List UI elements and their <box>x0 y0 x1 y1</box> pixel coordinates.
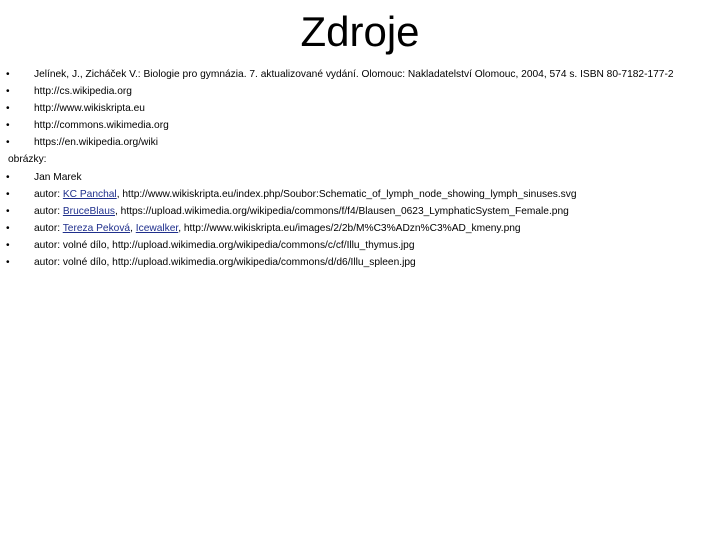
images-heading-row <box>6 151 718 168</box>
bullet-icon: • <box>6 239 10 251</box>
source-url: http://www.wikiskripta.eu <box>34 103 145 115</box>
image-credit <box>34 220 521 237</box>
list-item <box>6 83 718 100</box>
list-item <box>6 169 718 186</box>
credit-prefix: autor: <box>34 222 63 234</box>
list-item <box>6 203 718 220</box>
bullet-icon: • <box>6 69 10 80</box>
credit-separator: , <box>130 222 136 234</box>
list-item <box>6 220 718 237</box>
list-item <box>6 134 718 151</box>
bullet-icon: • <box>6 86 10 98</box>
source-url: https://en.wikipedia.org/wiki <box>34 137 159 149</box>
list-item <box>6 117 718 134</box>
slide-title: Zdroje <box>300 8 420 55</box>
list-item <box>6 100 718 117</box>
bullet-icon: • <box>6 257 10 269</box>
sources-list <box>6 66 718 271</box>
list-item <box>6 237 718 254</box>
bullet-icon: • <box>6 205 10 217</box>
bullet-icon: • <box>6 222 10 234</box>
bullet-icon: • <box>6 137 10 149</box>
image-credit: autor: volné dílo, http://upload.wikimedia.org/wikipedia/commons/c/cf/Illu_thymus.jpg <box>34 239 415 251</box>
image-credit <box>34 203 569 220</box>
list-item <box>6 254 718 271</box>
credit-url: , http://www.wikiskripta.eu/index.php/Soubor:Schematic_of_lymph_node_showing_lymph_sinuses.svg <box>116 188 577 200</box>
credit-prefix: autor: <box>34 205 63 217</box>
list-item <box>6 66 718 83</box>
bullet-icon: • <box>6 103 10 115</box>
source-url: http://commons.wikimedia.org <box>34 120 169 132</box>
bullet-icon: • <box>6 120 10 132</box>
image-credit: autor: volné dílo, http://upload.wikimedia.org/wikipedia/commons/d/d6/Illu_spleen.jpg <box>34 257 416 269</box>
credit-url: , http://www.wikiskripta.eu/images/2/2b/M%C3%ADzn%C3%AD_kmeny.png <box>178 222 521 234</box>
image-credit <box>34 186 577 203</box>
list-item <box>6 186 718 203</box>
author-link-kc-panchal[interactable]: KC Panchal <box>62 188 117 200</box>
source-citation: Jelínek, J., Zicháček V.: Biologie pro gymnázia. 7. aktualizované vydání. Olomouc: Nakladatelství Olomouc, 2004, 574 s. ISBN 80-7182-177-2 <box>34 69 674 80</box>
credit-prefix: autor: <box>34 188 63 200</box>
source-url: http://cs.wikipedia.org <box>34 86 132 98</box>
image-credit: Jan Marek <box>34 171 82 183</box>
images-heading: obrázky: <box>8 154 47 166</box>
author-link-bruceblaus[interactable]: BruceBlaus <box>62 205 115 217</box>
author-link-icewalker[interactable]: Icewalker <box>135 222 179 234</box>
bullet-icon: • <box>6 171 10 183</box>
credit-url: , https://upload.wikimedia.org/wikipedia/commons/f/f4/Blausen_0623_LymphaticSystem_Female.png <box>115 205 569 217</box>
author-link-tereza-pekova[interactable]: Tereza Peková <box>62 222 131 234</box>
bullet-icon: • <box>6 188 10 200</box>
